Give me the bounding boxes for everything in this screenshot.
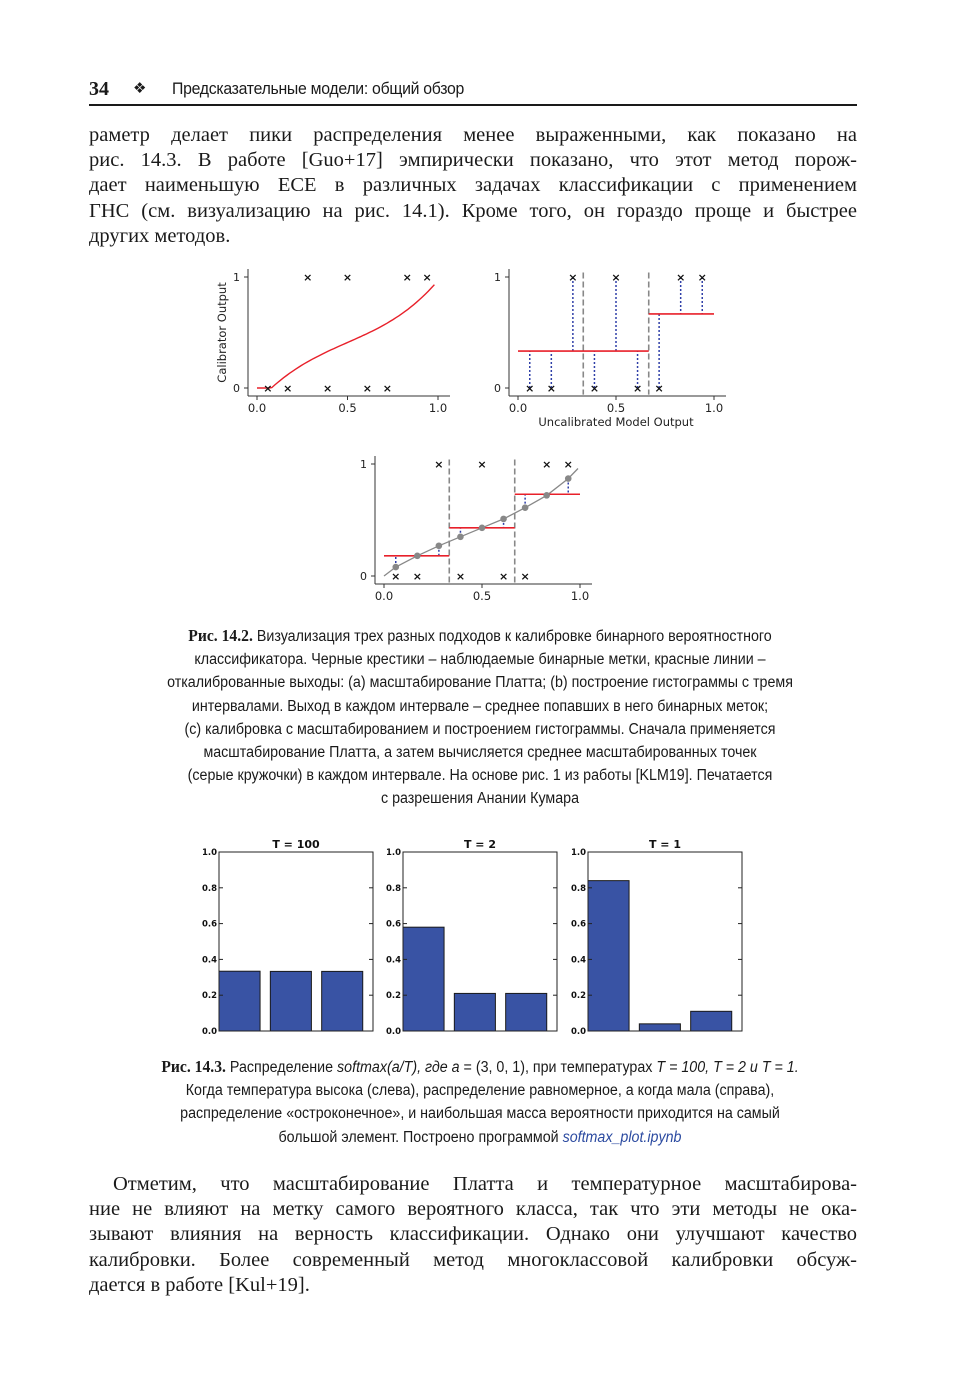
caption-line: (серые кружочки) в каждом интервале. На основе рис. 1 из работы [KLM19]. Печатается	[187, 767, 773, 785]
svg-text:0.4: 0.4	[570, 955, 586, 966]
text-line: ние не влияют на метку самого вероятного класса, так что эти методы не ока-	[89, 1198, 857, 1221]
text-line: раметр делает пики распределения менее выраженными, как показано на	[89, 124, 857, 146]
caption-line: с разрешения Анании Кумара	[380, 790, 580, 808]
caption-line: интервалами. Выход в каждом интервале – среднее попавших в него бинарных меток;	[191, 697, 769, 715]
svg-text:0.2: 0.2	[201, 991, 217, 1002]
caption-text: Распределение	[229, 1059, 338, 1076]
figure-14-3-caption	[80, 1055, 880, 1149]
text-line: Отметим, что масштабирование Платта и температурное масштабирова-	[113, 1173, 857, 1195]
svg-text:1: 1	[233, 271, 240, 284]
formula: softmax(a/T), где a	[337, 1059, 460, 1076]
svg-text:0.0: 0.0	[201, 1027, 217, 1037]
bar	[403, 927, 444, 1031]
svg-text:0.0: 0.0	[508, 401, 528, 415]
svg-text:1: 1	[494, 271, 501, 284]
caption-line: классификатора. Черные крестики – наблюдаемые бинарные метки, красные линии –	[194, 651, 766, 669]
svg-text:1: 1	[360, 458, 367, 471]
caption-line: распределение «остроконечное», и наибольшая масса вероятности приходится на самый	[180, 1105, 780, 1123]
caption-text: = (3, 0, 1), при температурах	[459, 1059, 657, 1076]
figure-label: Рис. 14.2.	[188, 626, 253, 645]
svg-text:0.6: 0.6	[570, 919, 586, 930]
svg-text:0: 0	[233, 382, 240, 395]
svg-text:1.0: 1.0	[704, 401, 724, 415]
svg-text:0.6: 0.6	[201, 919, 217, 930]
svg-text:0.0: 0.0	[247, 401, 267, 415]
svg-text:×: ×	[654, 382, 664, 395]
caption-line: откалиброванные выходы: (a) масштабирование Платта; (b) построение гистограммы с тремя	[167, 674, 793, 692]
svg-text:0.0: 0.0	[385, 1027, 401, 1037]
svg-text:0.0: 0.0	[570, 1027, 586, 1037]
svg-text:0.5: 0.5	[606, 401, 626, 415]
bar	[588, 881, 629, 1031]
text-line: зывают влияния на верность классификации. Однако они улучшают качество	[89, 1223, 857, 1246]
bar	[322, 971, 363, 1031]
svg-text:×: ×	[412, 570, 422, 583]
svg-text:1.0: 1.0	[201, 848, 217, 858]
svg-text:0.8: 0.8	[570, 883, 586, 894]
page-number: 34	[89, 78, 109, 100]
svg-text:×: ×	[342, 271, 353, 284]
bar	[506, 993, 547, 1031]
notebook-link[interactable]: softmax_plot.ipynb	[562, 1128, 682, 1146]
svg-text:×: ×	[422, 271, 432, 284]
bar-chart-panel	[386, 838, 557, 1037]
svg-text:×: ×	[283, 382, 293, 395]
ornament-icon: ❖	[133, 79, 147, 97]
svg-text:1.0: 1.0	[570, 848, 586, 858]
bar	[454, 993, 495, 1031]
svg-text:T = 2: T = 2	[463, 838, 497, 851]
platt-curve	[257, 285, 434, 388]
svg-text:0: 0	[360, 570, 367, 583]
svg-text:×: ×	[542, 458, 552, 471]
svg-text:×: ×	[434, 458, 444, 471]
figure-14-2-caption	[80, 624, 880, 811]
svg-text:×: ×	[632, 382, 643, 395]
svg-text:1.0: 1.0	[385, 848, 401, 858]
temperatures: T = 100, T = 2 и T = 1.	[656, 1059, 799, 1076]
svg-text:×: ×	[402, 271, 412, 284]
svg-text:×: ×	[322, 382, 333, 395]
text-line: ГНС (см. визуализацию на рис. 14.1). Кроме того, он гораздо проще и быстрее	[89, 199, 857, 222]
body-paragraph-2	[89, 1172, 857, 1298]
svg-text:0.4: 0.4	[385, 955, 401, 966]
svg-text:×: ×	[676, 271, 686, 284]
text-line: калибровки. Более современный метод многоклассовой калибровки обсуж-	[89, 1248, 857, 1271]
svg-text:1.0: 1.0	[570, 589, 590, 603]
svg-text:0.8: 0.8	[201, 883, 217, 894]
caption-text: большой элемент. Построено программой	[278, 1128, 563, 1146]
svg-text:×: ×	[520, 570, 530, 583]
svg-text:×: ×	[362, 382, 373, 395]
bar-chart-panel	[202, 838, 373, 1037]
svg-text:Uncalibrated Model Output: Uncalibrated Model Output	[538, 415, 694, 429]
svg-text:×: ×	[263, 382, 273, 395]
svg-text:×: ×	[563, 458, 573, 471]
bar	[639, 1024, 680, 1031]
calibration-panel	[360, 456, 592, 603]
svg-text:0.4: 0.4	[201, 955, 217, 966]
svg-text:×: ×	[546, 382, 556, 395]
svg-text:×: ×	[611, 271, 621, 284]
bar	[691, 1011, 732, 1031]
svg-text:0.2: 0.2	[385, 991, 401, 1002]
caption-line: масштабирование Платта, а затем вычисляется среднее масштабированных точек	[203, 744, 757, 762]
svg-text:T = 1: T = 1	[648, 838, 682, 851]
text-line: рис. 14.3. В работе [Guo+17] эмпирически показано, что этот метод порож-	[89, 149, 857, 172]
caption-line: Когда температура высока (слева), распределение равномерное, а когда мала (справа),	[185, 1082, 775, 1100]
svg-text:0.8: 0.8	[385, 883, 401, 894]
svg-text:×: ×	[697, 271, 707, 284]
calibration-panel	[215, 269, 450, 415]
svg-text:×: ×	[303, 271, 313, 284]
svg-text:0.2: 0.2	[570, 991, 586, 1002]
svg-text:×: ×	[477, 458, 487, 471]
text-line: дается в работе [Kul+19].	[89, 1273, 310, 1296]
svg-text:0.6: 0.6	[385, 919, 401, 930]
calibration-panel	[494, 269, 726, 429]
svg-text:×: ×	[589, 382, 600, 395]
svg-text:×: ×	[455, 570, 466, 583]
bar-chart-panel	[571, 838, 742, 1037]
figure-14-2-plots	[0, 0, 974, 620]
svg-text:0: 0	[494, 382, 501, 395]
svg-text:T = 100: T = 100	[272, 838, 320, 851]
svg-text:×: ×	[525, 382, 535, 395]
svg-text:Calibrator Output: Calibrator Output	[215, 282, 229, 383]
text-line: других методов.	[89, 224, 231, 247]
svg-text:0.5: 0.5	[338, 401, 357, 415]
running-title: Предсказательные модели: общий обзор	[172, 79, 465, 98]
svg-text:0.5: 0.5	[472, 589, 492, 603]
bar	[219, 971, 260, 1031]
svg-text:1.0: 1.0	[428, 401, 448, 415]
svg-text:×: ×	[382, 382, 392, 395]
figure-14-3-bar-charts	[0, 830, 974, 1045]
svg-text:0.0: 0.0	[374, 589, 394, 603]
text-line: дает наименьшую ECE в различных задачах классификации с применением	[89, 174, 857, 197]
bar	[270, 971, 311, 1031]
svg-text:×: ×	[391, 570, 401, 583]
svg-text:×: ×	[498, 570, 509, 583]
caption-line: (c) калибровка с масштабированием и построением гистограммы. Сначала применяется	[184, 720, 776, 738]
svg-text:×: ×	[568, 271, 578, 284]
caption-line: Визуализация трех разных подходов к калибровке бинарного вероятностного	[256, 628, 772, 645]
figure-label: Рис. 14.3.	[161, 1057, 226, 1076]
